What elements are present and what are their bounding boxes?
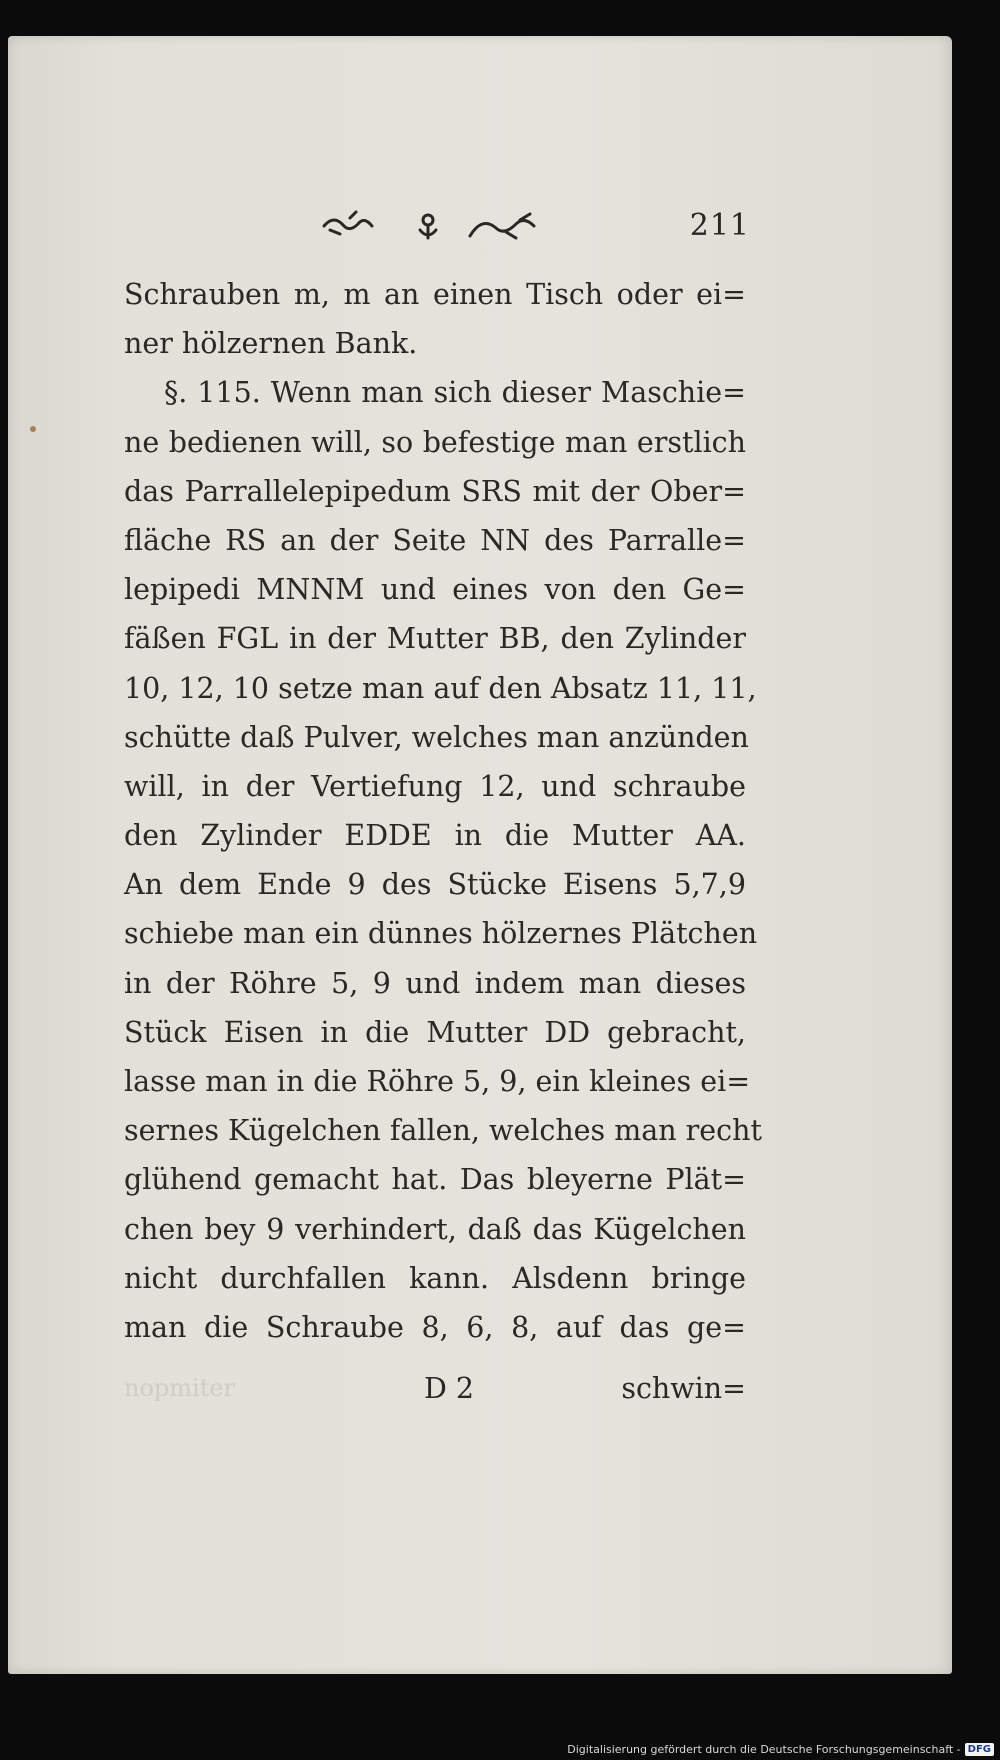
page-header (320, 206, 750, 246)
body-text (124, 270, 762, 1352)
dfg-logo-badge: DFG (965, 1743, 994, 1756)
text-line: sernes Kügelchen fallen, welches man recht (124, 1114, 762, 1148)
text-line: fläche RS an der Seite NN des Parralle= (124, 523, 746, 557)
text-line: den Zylinder EDDE in die Mutter AA. (124, 819, 746, 853)
text-line: Schrauben m, m an einen Tisch oder ei= (124, 278, 746, 311)
text-line: lepipedi MNNM und eines von den Ge= (124, 573, 746, 607)
fleuron-ornament-icon (320, 206, 560, 246)
page-footer (124, 1368, 746, 1418)
text-line: An dem Ende 9 des Stücke Eisens 5,7,9 (124, 868, 746, 902)
text-line: schütte daß Pulver, welches man anzünden (124, 720, 749, 754)
text-line: Stück Eisen in die Mutter DD gebracht, (124, 1015, 746, 1049)
text-line: fäßen FGL in der Mutter BB, den Zylinder (124, 622, 746, 656)
text-line: ner hölzernen Bank. (124, 327, 418, 361)
text-line: ne bedienen will, so befestige man erstlich (124, 425, 746, 459)
text-line: in der Röhre 5, 9 und indem man dieses (124, 966, 746, 1000)
text-line: 10, 12, 10 setze man auf den Absatz 11, 11, (124, 671, 757, 705)
signature-mark: D 2 (424, 1372, 475, 1405)
show-through-text: nopmiter (124, 1374, 236, 1402)
text-line: §. 115. Wenn man sich dieser Maschie= (164, 376, 746, 410)
text-line: man die Schraube 8, 6, 8, auf das ge= (124, 1310, 746, 1344)
text-line: nicht durchfallen kann. Alsdenn bringe (124, 1261, 746, 1295)
text-line: glühend gemacht hat. Das bleyerne Plät= (124, 1163, 746, 1197)
foxing-spot (30, 426, 36, 432)
text-line: lasse man in die Röhre 5, 9, ein kleines ei= (124, 1065, 751, 1098)
page-number: 211 (689, 208, 750, 243)
text-line: chen bey 9 verhindert, daß das Kügelchen (124, 1212, 746, 1246)
text-line: das Parrallelepipedum SRS mit der Ober= (124, 474, 746, 508)
text-line: schiebe man ein dünnes hölzernes Plätchen (124, 917, 758, 951)
credit-text: Digitalisierung gefördert durch die Deutsche Forschungsgemeinschaft - (567, 1743, 961, 1756)
catchword: schwin= (621, 1372, 746, 1405)
text-line: will, in der Vertiefung 12, und schraube (124, 769, 746, 803)
digitization-credit (567, 1743, 994, 1756)
